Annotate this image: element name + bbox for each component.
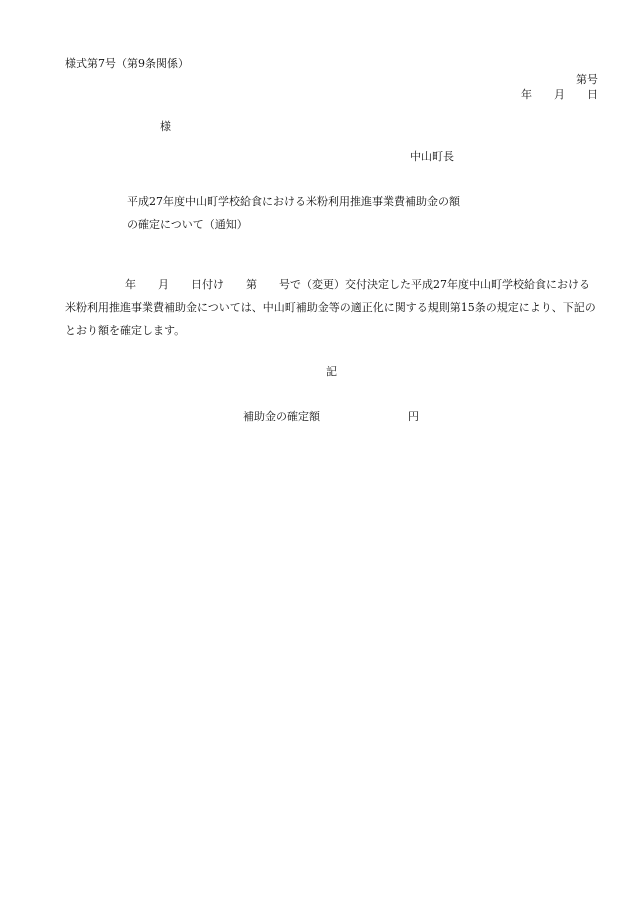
amount-label: 補助金の確定額 [243,410,320,423]
body-year: 年 [125,278,136,291]
body-dai: 第 [246,278,257,291]
sender-name: 中山町長 [410,150,454,163]
amount-unit: 円 [408,410,419,423]
date-day: 日 [587,88,598,101]
body-month: 月 [158,278,169,291]
subject-line-2: の確定について（通知） [127,218,248,231]
body-day: 日付け [191,278,224,291]
document-number-label: 第号 [576,73,598,86]
date-year: 年 [521,88,532,101]
form-label: 様式第7号（第9条関係） [65,57,189,70]
subject-line-1: 平成27年度中山町学校給食における米粉利用推進事業費補助金の額 [127,195,460,208]
body-paragraph [65,273,600,342]
ki-heading: 記 [326,365,337,378]
date-month: 月 [554,88,565,101]
recipient-honorific: 様 [160,120,171,133]
body-text: 号で（変更）交付決定した平成27年度中山町学校給食における米粉利用推進事業費補助金については、中山町補助金等の適正化に関する規則第15条の規定により、下記のとおり額を確定します。 [65,278,596,337]
date-line [521,89,598,100]
